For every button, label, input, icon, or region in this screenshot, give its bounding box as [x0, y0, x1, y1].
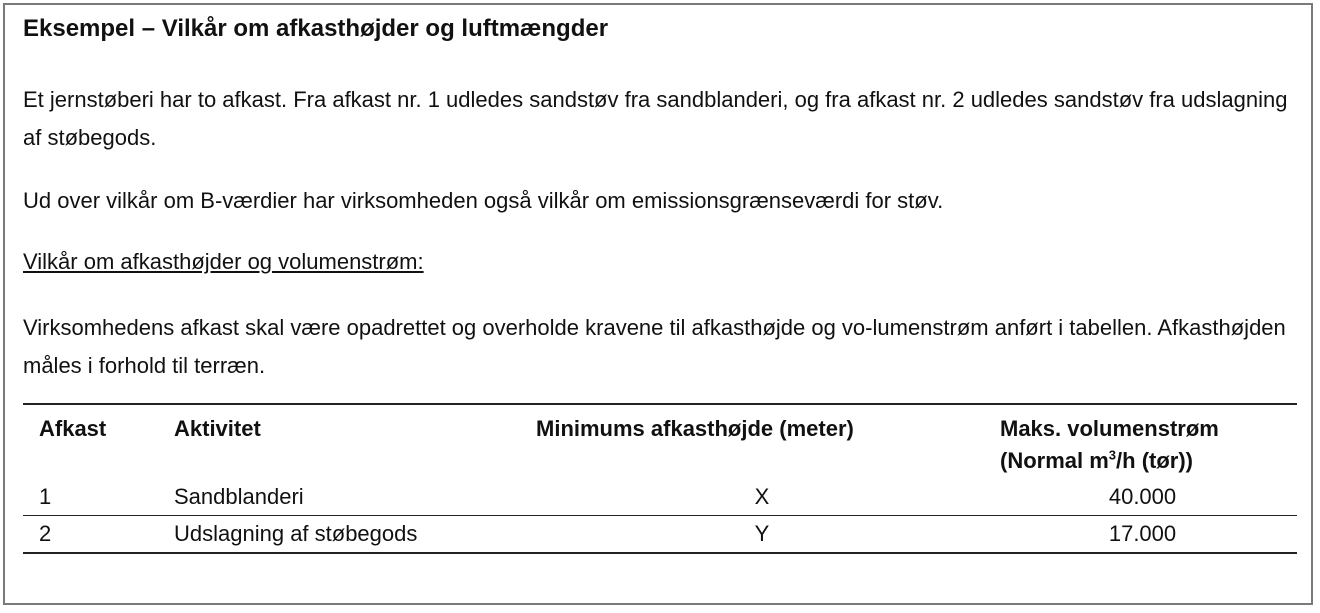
example-title: Eksempel – Vilkår om afkasthøjder og luftmængder [23, 15, 609, 42]
paragraph-intro: Et jernstøberi har to afkast. Fra afkast nr. 1 udledes sandstøv fra sandblanderi, og fra afkast nr. 2 udledes sandstøv fra udslagning af støbegods. [23, 87, 1288, 150]
header-max-volume-line2-pre: (Normal m [1000, 448, 1109, 473]
cell-min-height: Y [754, 521, 770, 546]
cell-aktivitet: Sandblanderi [174, 484, 304, 509]
table-row [23, 479, 1297, 516]
section-heading-conditions: Vilkår om afkasthøjder og volumenstrøm: [23, 249, 424, 274]
header-max-volume-line2-post: /h (tør)) [1116, 448, 1193, 473]
table-header-row [23, 404, 1297, 479]
header-max-volume-sup: 3 [1108, 447, 1117, 463]
cell-min-height: X [754, 484, 770, 509]
table-row [23, 516, 1297, 554]
header-afkast: Afkast [39, 416, 107, 441]
cell-max-volume: 40.000 [1108, 484, 1177, 509]
header-max-volume-line1: Maks. volumenstrøm [1000, 416, 1219, 441]
cell-aktivitet: Udslagning af støbegods [174, 521, 418, 546]
paragraph-b-values: Ud over vilkår om B-værdier har virksomheden også vilkår om emissionsgrænseværdi for støv. [23, 188, 944, 213]
paragraph-requirements: Virksomhedens afkast skal være opadrettet og overholde kravene til afkasthøjde og vo-lumenstrøm anført i tabellen. Afkasthøjden måles i forhold til terræn. [23, 315, 1286, 378]
emission-table [23, 403, 1297, 554]
header-max-volume [988, 404, 1297, 479]
cell-afkast: 1 [39, 484, 52, 509]
cell-afkast: 2 [39, 521, 52, 546]
cell-max-volume: 17.000 [1108, 521, 1177, 546]
header-aktivitet: Aktivitet [174, 416, 261, 441]
example-box [3, 3, 1313, 605]
header-min-height: Minimums afkasthøjde (meter) [536, 416, 854, 441]
